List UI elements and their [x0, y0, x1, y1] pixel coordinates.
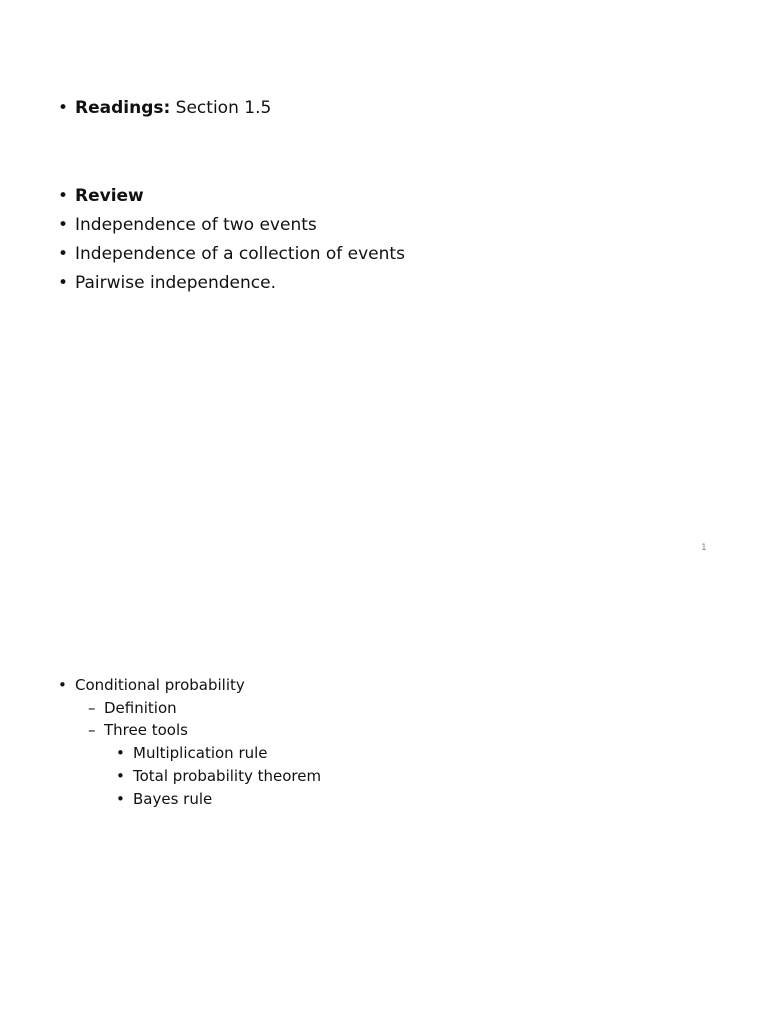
list-item	[58, 244, 405, 264]
readings-value: Section 1.5	[170, 98, 272, 118]
tool-item	[116, 790, 212, 808]
dash-icon: –	[88, 699, 96, 717]
bullet-icon: •	[116, 767, 125, 785]
list-item-label: Bayes rule	[133, 790, 213, 808]
slide-2	[0, 600, 768, 1024]
dash-icon: –	[88, 721, 96, 739]
list-item-label: Total probability theorem	[133, 767, 322, 785]
bullet-icon: •	[116, 744, 125, 762]
bullet-icon: •	[58, 676, 67, 694]
list-item-review	[58, 186, 144, 206]
list-item-label: Three tools	[104, 721, 188, 739]
tool-item	[116, 767, 321, 785]
bullet-icon: •	[58, 98, 69, 118]
readings-row	[58, 98, 271, 118]
list-item-label: Definition	[104, 699, 177, 717]
list-item-topic	[58, 676, 245, 694]
bullet-icon: •	[116, 790, 125, 808]
list-item	[58, 273, 276, 293]
readings-label: Readings:	[75, 98, 171, 118]
list-item-label: Multiplication rule	[133, 744, 268, 762]
sub-list-item	[88, 699, 177, 717]
list-item	[58, 215, 317, 235]
list-item-label: Pairwise independence.	[75, 273, 276, 293]
list-item-label: Independence of two events	[75, 215, 317, 235]
bullet-icon: •	[58, 215, 69, 235]
page-number: 1	[701, 543, 707, 553]
bullet-icon: •	[58, 244, 69, 264]
sub-list-item	[88, 721, 188, 739]
bullet-icon: •	[58, 273, 69, 293]
tool-item	[116, 744, 268, 762]
list-item-label: Review	[75, 186, 144, 206]
list-item-label: Independence of a collection of events	[75, 244, 405, 264]
bullet-icon: •	[58, 186, 69, 206]
list-item-label: Conditional probability	[75, 676, 245, 694]
